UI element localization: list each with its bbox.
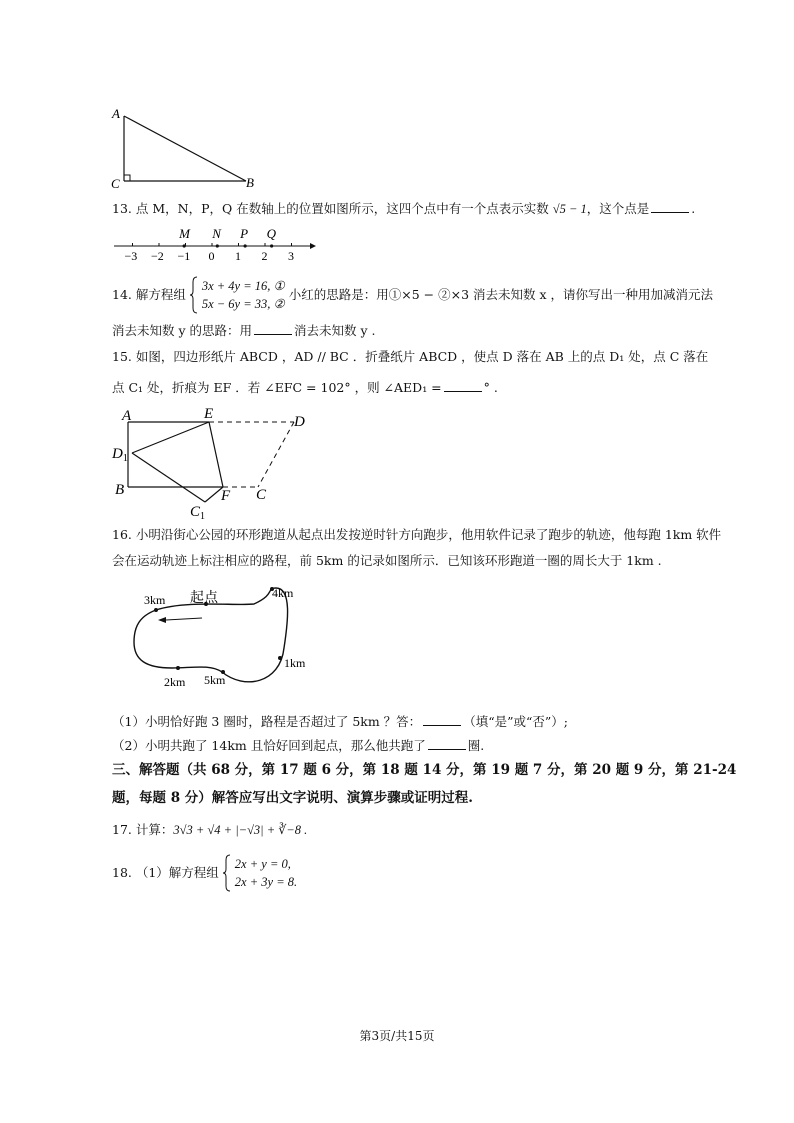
q18-label: 18. （1）解方程组 [112, 865, 219, 880]
label-A: A [122, 408, 132, 424]
question-14-cont [112, 322, 376, 339]
tick-label: −1 [177, 249, 191, 263]
point-label-P: P [240, 226, 249, 241]
tick-label: 1 [235, 249, 241, 263]
q13-answer-blank [651, 200, 689, 213]
q15-line2a: 点 C₁ 处，折痕为 EF ．若 ∠EFC = 102° ，则 ∠AED₁ = [112, 380, 442, 395]
question-18 [112, 854, 297, 892]
q14-eq2: 5x − 6y = 33, ② [201, 297, 285, 311]
track-start-label: 起点 [190, 591, 218, 606]
label-A: A [112, 106, 120, 121]
q13-text-a: 点 M，N，P，Q 在数轴上的位置如图所示，这四个点中有一个点表示实数 [135, 201, 549, 216]
page-footer [0, 1027, 794, 1044]
question-16-line2 [112, 553, 662, 569]
q14-system [202, 277, 285, 313]
label-E: E [204, 406, 214, 422]
point-label-Q: Q [266, 226, 277, 241]
q14-number: 14. 解方程组 [112, 287, 186, 302]
fold-quadrilateral-figure [108, 402, 318, 520]
q16-sub1a: （1）小明恰好跑 3 圈时，路程是否超过了 5km ？答： [112, 714, 422, 729]
q16-sub2b: 圈. [467, 738, 485, 753]
brace-icon [190, 276, 198, 314]
point-N [216, 244, 219, 247]
question-17 [112, 822, 307, 838]
point-M [183, 244, 186, 247]
q18-eq2: 2x + 3y = 8. [234, 875, 298, 889]
section3-line1: 三、解答题（共 68 分，第 17 题 6 分，第 18 题 14 分，第 19 题 7 分，第 20 题 9 分，第 21-24 [112, 762, 737, 778]
number-line-figure [110, 222, 320, 264]
q14-text-b2: 消去未知数 y . [294, 323, 376, 338]
question-16-sub1 [112, 713, 568, 730]
page-number: 第3页/共15页 [359, 1029, 435, 1043]
q16-sub2a: （2）小明共跑了 14km 且恰好回到起点，那么他共跑了 [112, 738, 426, 753]
q14-text-b1: 消去未知数 y 的思路：用 [112, 323, 253, 338]
section-3-heading [112, 762, 736, 778]
track-5km-label: 5km [204, 673, 226, 687]
right-triangle-figure [108, 104, 268, 194]
tick-label: −3 [124, 249, 138, 263]
label-B: B [246, 175, 254, 190]
q14-text-a: 小红的思路是：用①×5 − ②×3 消去未知数 x ，请你写出一种用加减消元法 [288, 287, 713, 302]
label-B: B [115, 482, 125, 498]
q15-line1: 15. 如图，四边形纸片 ABCD ，AD // BC ．折叠纸片 ABCD ，使点 D 落在 AB 上的点 D₁ 处，点 C 落在 [112, 349, 709, 364]
track-3km-label: 3km [144, 593, 166, 607]
track-1km-label: 1km [284, 656, 306, 670]
q16-sub2-blank [428, 737, 466, 750]
q13-end: . [691, 201, 696, 216]
q13-number: 13. [112, 201, 132, 216]
point-Q [270, 244, 273, 247]
question-15-line1 [112, 349, 708, 365]
q15-line2b: ° . [483, 380, 498, 395]
tick-label: −2 [151, 249, 164, 263]
q14-answer-blank [254, 322, 292, 335]
q17-expr: 3√3 + √4 + |−√3| + ∛−8 . [173, 823, 308, 837]
question-14 [112, 276, 713, 314]
q18-system [235, 855, 297, 891]
track-2km-label: 2km [164, 675, 186, 689]
question-13 [112, 200, 695, 217]
track-4km-label: 4km [272, 586, 294, 600]
q17-label: 17. 计算： [112, 822, 174, 837]
q16-sub1b: （填“是”或“否”）; [463, 714, 568, 729]
label-C: C [256, 487, 267, 503]
q14-eq1: 3x + 4y = 16, ① [201, 279, 285, 293]
point-label-N: N [212, 226, 221, 241]
point-label-M: M [179, 226, 191, 241]
running-track-figure [126, 582, 326, 692]
question-16-line1 [112, 527, 721, 543]
section3-line2: 题，每题 8 分）解答应写出文字说明、演算步骤或证明过程. [112, 790, 473, 806]
q13-expr: √5 − 1 [552, 202, 587, 216]
brace-icon [223, 854, 231, 892]
q16-line1: 16. 小明沿街心公园的环形跑道从起点出发按逆时针方向跑步，他用软件记录了跑步的轨迹，他每跑 1km 软件 [112, 527, 722, 542]
q13-text-b: ，这个点是 [586, 201, 650, 216]
label-D1: $D_1$ [112, 446, 128, 464]
q16-line2: 会在运动轨迹上标注相应的路程，前 5km 的记录如图所示．已知该环形跑道一圈的周长大于 1km . [112, 553, 662, 568]
label-D: D [294, 414, 305, 430]
point-P [244, 244, 247, 247]
question-15-line2 [112, 379, 498, 396]
label-C1: $C_1$ [190, 504, 206, 520]
q15-answer-blank [444, 379, 482, 392]
label-F: F [221, 488, 231, 504]
tick-label: 0 [208, 249, 215, 263]
q16-sub1-blank [423, 713, 461, 726]
tick-label: 2 [261, 249, 268, 263]
tick-label: 3 [288, 249, 294, 263]
question-16-sub2 [112, 737, 484, 754]
label-C: C [111, 176, 120, 191]
q18-eq1: 2x + y = 0, [234, 857, 291, 871]
section-3-heading-cont [112, 790, 473, 806]
